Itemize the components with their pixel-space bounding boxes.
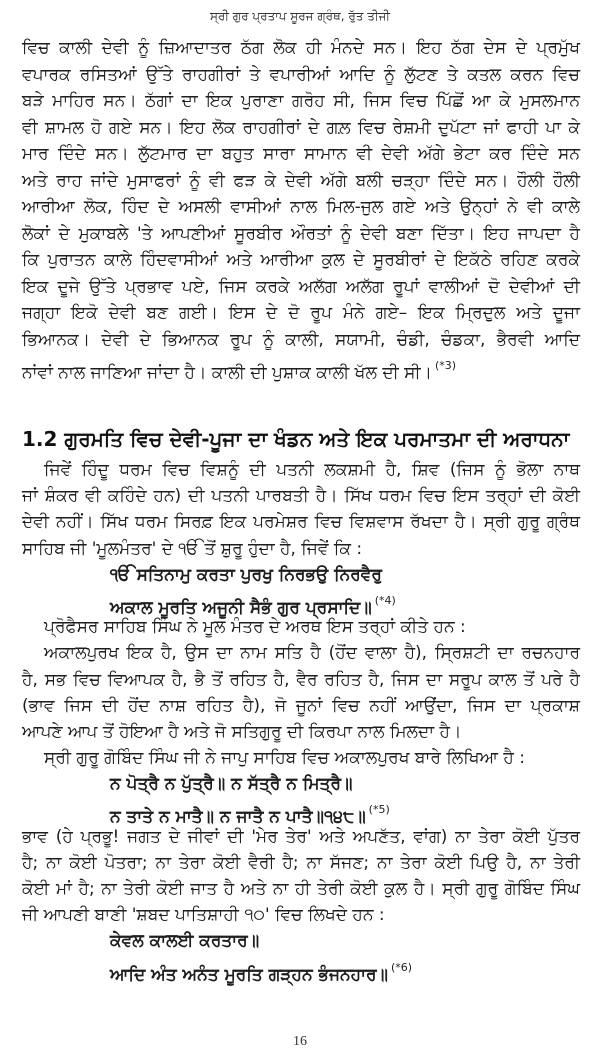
text-line: ਮਾਰ ਦਿੰਦੇ ਸਨ। ਲੁੱਟਮਾਰ ਦਾ ਬਹੁਤ ਸਾਰਾ ਸਾਮਾਨ ਵੀ ਦੇਵੀ ਅੱਗੇ ਭੇਟਾ ਕਰ ਦਿੰਦੇ ਸਨ [22, 144, 580, 164]
text-line: ਹੈ, ਸਭ ਵਿਚ ਵਿਆਪਕ ਹੈ, ਭੈ ਤੋਂ ਰਹਿਤ ਹੈ, ਵੈਰ ਰਹਿਤ ਹੈ, ਜਿਸ ਦਾ ਸਰੂਪ ਕਾਲ ਤੋਂ ਪਰੇ ਹੈ [22, 669, 580, 690]
verse-line: ਨ ਪੋਤ੍ਰੈ ਨ ਪੁੱਤ੍ਰੈ॥ ਨ ਸੱਤ੍ਰੈ ਨ ਮਿਤ੍ਰੈ॥ [110, 774, 353, 795]
verse-line: ਆਦਿ ਅੰਤ ਅਨੰਤ ਮੂਰਤਿ ਗੜ੍ਹਨ ਭੰਜਨਹਾਰ॥ [110, 964, 388, 985]
paragraph-kali-devi [22, 35, 580, 383]
text-line: ਜਗ੍ਹਾ ਇਕੋ ਦੇਵੀ ਬਣ ਗਈ। ਇਸ ਦੇ ਦੋ ਰੂਪ ਮੰਨੇ ਗਏ– ਇਕ ਮ੍ਰਿਦੁਲ ਅਤੇ ਦੂਜਾ [22, 303, 580, 323]
footnote-marker: (*5) [368, 803, 390, 817]
verse-line-with-note [22, 955, 580, 985]
text-line: ਹੈ; ਨਾ ਕੋਈ ਪੋਤਰਾ; ਨਾ ਤੇਰਾ ਕੋਈ ਵੈਰੀ ਹੈ; ਨਾ ਸੱਜਣ; ਨਾ ਤੇਰਾ ਕੋਈ ਪਿਉ ਹੈ, ਨਾ ਤੇਰੀ [22, 852, 580, 873]
verse-line: ੴ ਸਤਿਨਾਮੁ ਕਰਤਾ ਪੁਰਖੁ ਨਿਰਭਉ ਨਿਰਵੈਰੁ [110, 564, 382, 585]
text-line: ਜੀ ਆਪਣੀ ਬਾਣੀ 'ਸ਼ਬਦ ਪਾਤਿਸ਼ਾਹੀ ੧੦' ਵਿਚ ਲਿਖਦੇ ਹਨ : [22, 905, 385, 926]
section-heading: 1.2 ਗੁਰਮਤਿ ਵਿਚ ਦੇਵੀ-ਪੂਜਾ ਦਾ ਖੰਡਨ ਅਤੇ ਇਕ ਪਰਮਾਤਮਾ ਦੀ ਅਰਾਧਨਾ [22, 427, 570, 451]
text-line: ਦੇਵੀ ਨਹੀਂ। ਸਿੱਖ ਧਰਮ ਸਿਰਫ਼ ਇਕ ਪਰਮੇਸ਼ਰ ਵਿਚ ਵਿਸ਼ਵਾਸ ਰੱਖਦਾ ਹੈ। ਸ੍ਰੀ ਗੁਰੂ ਗ੍ਰੰਥ [22, 512, 580, 533]
text-line: ਆਰੀਆ ਲੋਕ, ਹਿੰਦ ਦੇ ਅਸਲੀ ਵਾਸੀਆਂ ਨਾਲ ਮਿਲ-ਜੁਲ ਗਏ ਅਤੇ ਉਨ੍ਹਾਂ ਨੇ ਵੀ ਕਾਲੇ [22, 197, 580, 217]
verse-line-with-note [22, 588, 580, 618]
text-line: ਅਕਾਲਪੁਰਖ ਇਕ ਹੈ, ਉਸ ਦਾ ਨਾਮ ਸਤਿ ਹੈ (ਹੋਂਦ ਵਾਲਾ ਹੈ), ਸ੍ਰਿਸ਼ਟੀ ਦਾ ਰਚਨਹਾਰ [44, 643, 580, 664]
text-line: ਪ੍ਰੋਫੈਸਰ ਸਾਹਿਬ ਸਿੰਘ ਨੇ ਮੂਲ ਮੰਤਰ ਦੇ ਅਰਥ ਇਸ ਤਰ੍ਹਾਂ ਕੀਤੇ ਹਨ : [44, 617, 466, 638]
text-line: ਵਪਾਰਕ ਰਸਿਤਆਂ ਉੱਤੇ ਰਾਹਗੀਰਾਂ ਤੇ ਵਪਾਰੀਆਂ ਆਦਿ ਨੂੰ ਲੁੱਟਣ ਤੇ ਕਤਲ ਕਰਨ ਵਿਚ [22, 64, 580, 85]
text-line: ਇਕ ਦੂਜੇ ਉੱਤੇ ਪ੍ਰਭਾਵ ਪਏ, ਜਿਸ ਕਰਕੇ ਅਲੱਗ ਅਲੱਗ ਰੂਪਾਂ ਵਾਲੀਆਂ ਦੋ ਦੇਵੀਆਂ ਦੀ [22, 276, 580, 297]
verse-line: ਨ ਤਾਤੇ ਨ ਮਾਤੈ॥ ਨ ਜਾਤੈ ਨ ਪਾਤੈ॥੧੪੮॥ [110, 807, 366, 828]
text-line: ਕੋਈ ਮਾਂ ਹੈ; ਨਾ ਤੇਰੀ ਕੋਈ ਜਾਤ ਹੈ ਅਤੇ ਨਾ ਹੀ ਤੇਰੀ ਕੋਈ ਕੁਲ ਹੈ। ਸ੍ਰੀ ਗੁਰੂ ਗੋਬਿੰਦ ਸਿੰਘ [22, 879, 580, 899]
verse-line: ਅਕਾਲ ਮੂਰਤਿ ਅਜੂਨੀ ਸੈਭੰ ਗੁਰ ਪ੍ਰਸਾਦਿ॥ [110, 597, 372, 618]
text-line: (ਭਾਵ ਜਿਸ ਦੀ ਹੋਂਦ ਨਾਸ਼ ਰਹਿਤ ਹੈ), ਜੋ ਜੂਨਾਂ ਵਿਚ ਨਹੀਂ ਆਉਂਦਾ, ਜਿਸ ਦਾ ਪ੍ਰਕਾਸ਼ [22, 695, 580, 716]
footnote-marker: (*6) [390, 960, 413, 974]
text-line-last [22, 353, 580, 383]
text-line: ਸਾਹਿਬ ਜੀ 'ਮੂਲਮੰਤਰ' ਦੇ ੴ ਤੋਂ ਸ਼ੁਰੂ ਹੁੰਦਾ ਹੈ, ਜਿਵੇਂ ਕਿ : [22, 538, 363, 559]
footnote-marker: (*4) [374, 593, 396, 607]
text-line: ਜਿਵੇਂ ਹਿੰਦੂ ਧਰਮ ਵਿਚ ਵਿਸ਼ਨੂੰ ਦੀ ਪਤਨੀ ਲਕਸ਼ਮੀ ਹੈ, ਸ਼ਿਵ (ਜਿਸ ਨੂੰ ਭੋਲਾ ਨਾਥ [44, 460, 580, 480]
text-line: ਵਿਚ ਕਾਲੀ ਦੇਵੀ ਨੂੰ ਜ਼ਿਆਦਾਤਰ ਠੱਗ ਲੋਕ ਹੀ ਮੰਨਦੇ ਸਨ। ਇਹ ਠੱਗ ਦੇਸ ਦੇ ਪ੍ਰਮੁੱਖ [22, 38, 580, 58]
text-line: ਜਾਂ ਸ਼ੰਕਰ ਵੀ ਕਹਿੰਦੇ ਹਨ) ਦੀ ਪਤਨੀ ਪਾਰਬਤੀ ਹੈ। ਸਿੱਖ ਧਰਮ ਵਿਚ ਇਸ ਤਰ੍ਹਾਂ ਦੀ ਕੋਈ [22, 486, 580, 507]
verse-line-with-note [22, 797, 580, 828]
text-line: ਅਤੇ ਰਾਹ ਜਾਂਦੇ ਮੁਸਾਫਰਾਂ ਨੂੰ ਵੀ ਫੜ ਕੇ ਦੇਵੀ ਅੱਗੇ ਬਲੀ ਚੜ੍ਹਾ ਦਿੰਦੇ ਸਨ। ਹੌਲੀ ਹੌਲੀ [22, 170, 580, 191]
paragraph-gurmat [22, 457, 580, 985]
text-line: ਨਾਂਵਾਂ ਨਾਲ ਜਾਣਿਆ ਜਾਂਦਾ ਹੈ। ਕਾਲੀ ਦੀ ਪੁਸ਼ਾਕ ਕਾਲੀ ਖੱਲ ਦੀ ਸੀ। [22, 363, 433, 383]
text-line: ਭਾਵ (ਹੇ ਪ੍ਰਭੂ! ਜਗਤ ਦੇ ਜੀਵਾਂ ਦੀ 'ਮੇਰ ਤੇਰ' ਅਤੇ ਅਪਣੱਤ, ਵਾਂਗ) ਨਾ ਤੇਰਾ ਕੋਈ ਪੁੱਤਰ [22, 826, 580, 847]
verse-line: ਕੇਵਲ ਕਾਲਈ ਕਰਤਾਰ॥ [110, 931, 260, 952]
page-number: 16 [293, 1034, 307, 1049]
text-line: ਸ੍ਰੀ ਗੁਰੂ ਗੋਬਿੰਦ ਸਿੰਘ ਜੀ ਨੇ ਜਾਪੁ ਸਾਹਿਬ ਵਿਚ ਅਕਾਲਪੁਰਖ ਬਾਰੇ ਲਿਖਿਆ ਹੈ : [44, 748, 526, 769]
footnote-marker: (*3) [435, 359, 457, 372]
running-header: ਸ੍ਰੀ ਗੁਰ ਪ੍ਰਤਾਪ ਸੂਰਜ ਗ੍ਰੰਥ, ਰੁੱਤ ਤੀਜੀ [209, 9, 391, 23]
text-line: ਭਿਆਨਕ। ਦੇਵੀ ਦੇ ਭਿਆਨਕ ਰੂਪ ਨੂੰ ਕਾਲੀ, ਸਯਾਮੀ, ਚੰਡੀ, ਚੰਡਕਾ, ਭੈਰਵੀ ਆਦਿ [22, 329, 580, 350]
text-line: ਆਪਣੇ ਆਪ ਤੋਂ ਹੋਇਆ ਹੈ ਅਤੇ ਜੋ ਸਤਿਗੁਰੂ ਦੀ ਕਿਰਪਾ ਨਾਲ ਮਿਲਦਾ ਹੈ। [22, 721, 462, 742]
text-line: ਵੀ ਸ਼ਾਮਲ ਹੋ ਗਏ ਸਨ। ਇਹ ਲੋਕ ਰਾਹਗੀਰਾਂ ਦੇ ਗਲ਼ ਵਿਚ ਰੇਸ਼ਮੀ ਦੁਪੱਟਾ ਜਾਂ ਫਾਹੀ ਪਾ ਕੇ [22, 117, 580, 138]
text-line: ਬੜੇ ਮਾਹਿਰ ਸਨ। ਠੱਗਾਂ ਦਾ ਇਕ ਪੁਰਾਣਾ ਗਰੋਹ ਸੀ, ਜਿਸ ਵਿਚ ਪਿੱਛੋਂ ਆ ਕੇ ਮੁਸਲਮਾਨ [22, 91, 580, 111]
text-line: ਕਿ ਪੁਰਾਤਨ ਕਾਲੇ ਹਿੰਦਵਾਸੀਆਂ ਅਤੇ ਆਰੀਆ ਕੁਲ ਦੇ ਸੂਰਬੀਰਾਂ ਦੇ ਇਕੱਠੇ ਰਹਿਣ ਕਰਕੇ [22, 250, 580, 270]
text-line: ਲੋਕਾਂ ਦੇ ਮੁਕਾਬਲੇ 'ਤੇ ਆਪਣੀਆਂ ਸੂਰਬੀਰ ਔਰਤਾਂ ਨੂੰ ਦੇਵੀ ਬਣਾ ਦਿੱਤਾ। ਇਹ ਜਾਪਦਾ ਹੈ [22, 223, 580, 244]
